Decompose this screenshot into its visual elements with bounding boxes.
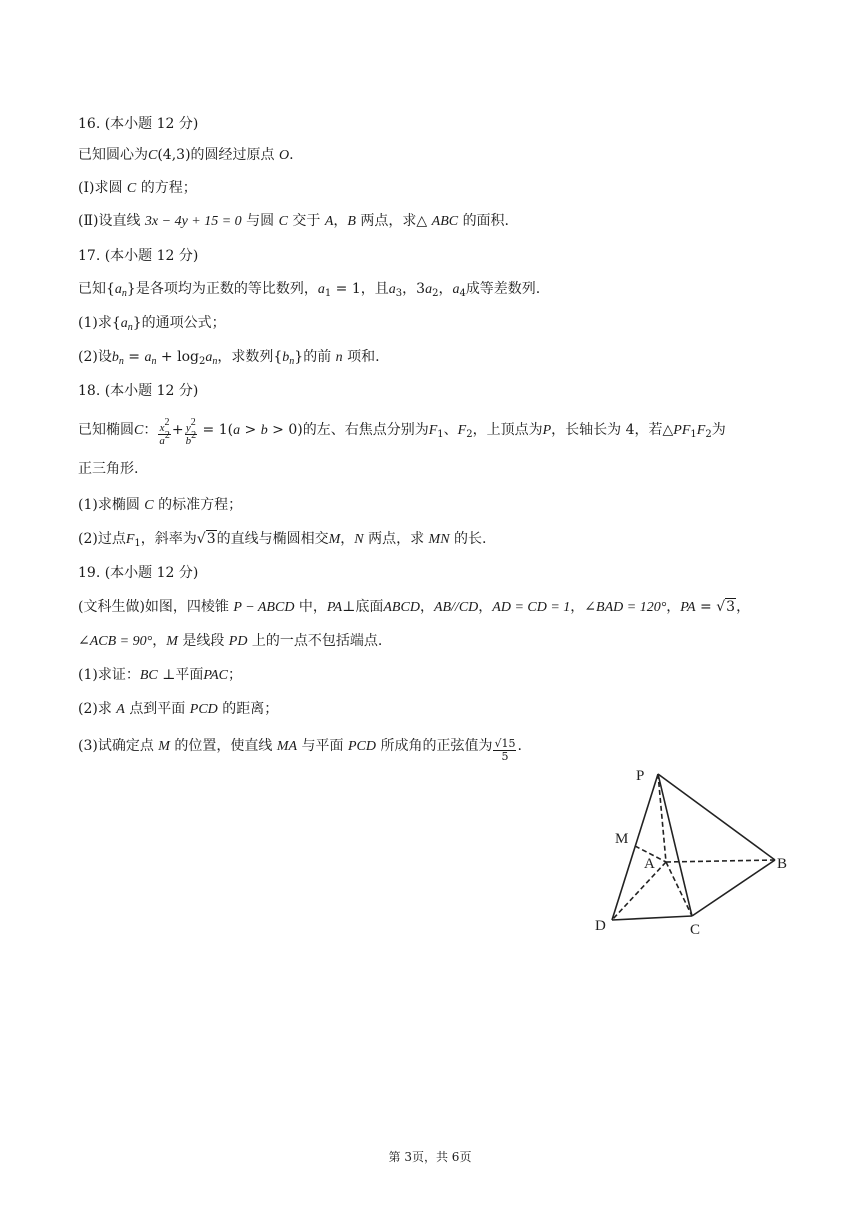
fraction-y2-b2: $\frac{y^2}{b^2}$ — [185, 417, 197, 447]
q16-stem: 已知圆心为C(4,3)的圆经过原点 O. — [78, 147, 294, 163]
q19-header: 19. (本小题 12 分) — [78, 565, 199, 581]
q17-part2: (2)设$b_n = a_n + \log_2a_n$，求数列$\{b_n\}$的前 n 项和. — [78, 349, 380, 367]
q19-part1: (1)求证：BC ⊥平面PAC； — [78, 667, 242, 683]
label-D: D — [595, 918, 606, 934]
q18-stem-a: 已知椭圆C： $\frac{x^2}{a^2}$ + $\frac{y^2}{b^2}$ = 1(a > b > 0)的左、右焦点分别为$F_1$、$F_2$，上顶点为P，长轴长为 4，若$\triangle PF_1F_2$为 — [78, 417, 726, 447]
q17-stem: 已知$\{a_n\}$是各项均为正数的等比数列，$a_1 = 1$，且$a_3$，$3a_2$，$a_4$成等差数列. — [78, 281, 541, 299]
label-B: B — [777, 856, 788, 872]
fraction-x2-a2: $\frac{x^2}{a^2}$ — [159, 417, 170, 447]
q18-header: 18. (本小题 12 分) — [78, 383, 199, 399]
q19-stem-a: (文科生做)如图，四棱锥 P − ABCD 中，PA⊥底面ABCD，AB//CD，AD = CD = 1，∠BAD = 120°，PA = √3， — [78, 599, 751, 615]
edge-PD — [612, 774, 658, 920]
page-footer: 第 3页，共 6页 — [388, 1150, 472, 1164]
edge-AC — [666, 862, 692, 916]
q19-part2: (2)求 A 点到平面 PCD 的距离； — [78, 701, 279, 717]
edge-AD — [612, 862, 666, 920]
fraction-sqrt15-over-5: $\frac{√15}{5}$ — [494, 737, 516, 763]
label-P: P — [636, 768, 645, 784]
pyramid-figure — [590, 764, 800, 939]
edge-PA — [658, 774, 666, 862]
q16-part2: (Ⅱ)设直线 3x − 4y + 15 = 0 与圆 C 交于 A，B 两点，求△ ABC 的面积. — [78, 213, 510, 229]
edge-AB — [666, 860, 775, 862]
q17-header: 17. (本小题 12 分) — [78, 248, 199, 264]
edge-CB — [692, 860, 775, 916]
q18-stem-b: 正三角形. — [78, 461, 139, 477]
edge-DC — [612, 916, 692, 920]
q17-part1: (1)求$\{a_n\}$的通项公式； — [78, 315, 226, 333]
q16-header: 16. (本小题 12 分) — [78, 116, 199, 132]
q19-part3: (3)试确定点 M 的位置，使直线 MA 与平面 PCD 所成角的正弦值为 $\frac{√15}{5}$ . — [78, 737, 522, 763]
q19-stem-b: ∠ACB = 90°，M 是线段 PD 上的一点不包括端点. — [78, 633, 383, 649]
q16-part1: (Ⅰ)求圆 C 的方程； — [78, 180, 197, 196]
label-M: M — [615, 831, 629, 847]
q18-part2: (2)过点$F_1$，斜率为√3的直线与椭圆相交M，N 两点，求 MN 的长. — [78, 531, 487, 549]
label-C: C — [690, 922, 701, 938]
q18-part1: (1)求椭圆 C 的标准方程； — [78, 497, 243, 513]
label-A: A — [644, 856, 655, 872]
